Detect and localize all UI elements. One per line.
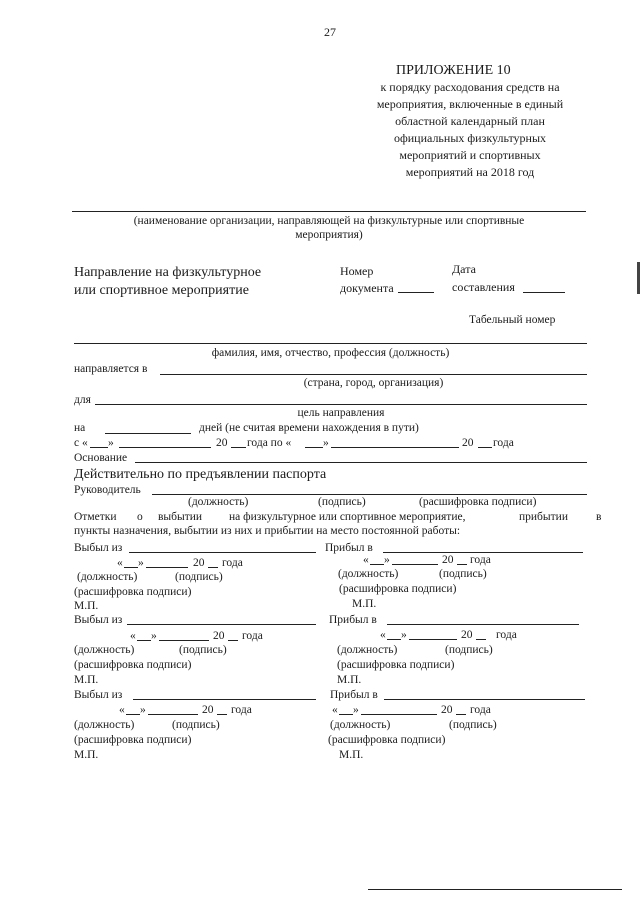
basis-label: Основание — [74, 452, 128, 464]
arrived-field[interactable] — [387, 624, 579, 625]
basis-field[interactable] — [135, 462, 587, 463]
date-mid: » — [384, 554, 390, 566]
date-month-field[interactable] — [146, 567, 188, 568]
date-mid: » — [401, 629, 407, 641]
stamp-label: М.П. — [74, 674, 99, 686]
date-year: 20 — [461, 629, 473, 641]
sig-decode-caption: (расшифровка подписи) — [74, 734, 192, 746]
year-end: года — [493, 437, 514, 449]
year-prefix: 20 — [216, 437, 228, 449]
head-decode-caption: (расшифровка подписи) — [419, 496, 537, 508]
date-month-field[interactable] — [409, 639, 457, 640]
sig-decode-caption: (расшифровка подписи) — [339, 583, 457, 595]
date-day-field[interactable] — [137, 640, 151, 641]
sig-decode-caption: (расшифровка подписи) — [328, 734, 446, 746]
date-word: года — [222, 557, 243, 569]
date-word: года — [231, 704, 252, 716]
date-year: 20 — [193, 557, 205, 569]
departed-label: Выбыл из — [74, 614, 123, 626]
days-field[interactable] — [105, 433, 191, 434]
passport-note: Действительно по предъявлении паспорта — [74, 467, 327, 482]
page-number: 27 — [324, 25, 336, 39]
head-position-caption: (должность) — [188, 496, 249, 508]
arrived-label: Прибыл в — [325, 542, 373, 554]
on-label: на — [74, 422, 86, 434]
doc-date-label: составления — [452, 280, 515, 294]
date-mid: » — [151, 630, 157, 642]
quote-close: » — [323, 437, 329, 449]
marks-text: о — [137, 511, 143, 523]
signature-caption: (подпись) — [449, 719, 497, 731]
from-day-field[interactable] — [90, 447, 108, 448]
date-year: 20 — [213, 630, 225, 642]
purpose-caption: цель направления — [297, 407, 385, 419]
year-prefix: 20 — [462, 437, 474, 449]
sig-decode-caption: (расшифровка подписи) — [74, 659, 192, 671]
doc-date-label: Дата — [452, 262, 476, 276]
marks-text: прибытии — [519, 511, 568, 523]
date-year: 20 — [442, 554, 454, 566]
date-mid: » — [140, 704, 146, 716]
date-month-field[interactable] — [159, 640, 209, 641]
stamp-label: М.П. — [352, 598, 377, 610]
date-open: « — [332, 704, 338, 716]
stamp-label: М.П. — [74, 600, 99, 612]
sig-decode-caption: (расшифровка подписи) — [74, 586, 192, 598]
marks-text: в — [596, 511, 602, 523]
fio-caption: фамилия, имя, отчество, профессия (должность) — [211, 347, 450, 359]
date-day-field[interactable] — [124, 567, 138, 568]
position-caption: (должность) — [337, 644, 398, 656]
org-name-line[interactable] — [72, 211, 586, 212]
date-month-field[interactable] — [392, 564, 438, 565]
date-year-field[interactable] — [476, 639, 486, 640]
stamp-label: М.П. — [337, 674, 362, 686]
date-mid: » — [138, 557, 144, 569]
signature-caption: (подпись) — [172, 719, 220, 731]
signature-caption: (подпись) — [179, 644, 227, 656]
days-caption: дней (не считая времени нахождения в пути) — [199, 422, 419, 434]
org-caption: мероприятия) — [295, 229, 363, 241]
marks-text: выбытии — [158, 511, 203, 523]
departed-field[interactable] — [133, 699, 316, 700]
date-month-field[interactable] — [361, 714, 437, 715]
date-year: 20 — [441, 704, 453, 716]
date-word: года — [470, 704, 491, 716]
arrived-label: Прибыл в — [330, 689, 378, 701]
signature-caption: (подпись) — [445, 644, 493, 656]
departed-label: Выбыл из — [74, 689, 123, 701]
to-year-field[interactable] — [478, 447, 492, 448]
for-field[interactable] — [95, 404, 587, 405]
date-word: года — [470, 554, 491, 566]
appendix-line: мероприятий на 2018 год — [405, 165, 535, 179]
doc-number-label: документа — [340, 281, 394, 295]
footer-rule — [368, 889, 622, 890]
appendix-line: к порядку расходования средств на — [380, 80, 560, 94]
appendix-line: официальных физкультурных — [393, 131, 547, 145]
doc-title: Направление на физкультурное — [74, 265, 262, 280]
arrived-field[interactable] — [384, 699, 585, 700]
appendix-line: мероприятий и спортивных — [399, 148, 541, 162]
position-caption: (должность) — [330, 719, 391, 731]
date-open: « — [119, 704, 125, 716]
marks-text-2: пункты назначения, выбытии из них и прибытии на место постоянной работы: — [74, 525, 461, 537]
date-year-field[interactable] — [208, 567, 218, 568]
departed-label: Выбыл из — [74, 542, 123, 554]
fio-field[interactable] — [74, 343, 587, 344]
year-word: года по « — [247, 437, 292, 449]
sent-to-field[interactable] — [160, 374, 587, 375]
place-caption: (страна, город, организация) — [303, 377, 444, 389]
date-day-field[interactable] — [126, 714, 140, 715]
quote-close: » — [108, 437, 114, 449]
date-day-field[interactable] — [370, 564, 384, 565]
from-year-field[interactable] — [231, 447, 246, 448]
date-day-field[interactable] — [387, 639, 401, 640]
from-month-field[interactable] — [119, 447, 211, 448]
for-label: для — [74, 394, 91, 406]
date-mid: » — [353, 704, 359, 716]
date-open: « — [117, 557, 123, 569]
position-caption: (должность) — [74, 644, 135, 656]
appendix-line: мероприятия, включенные в единый — [376, 97, 564, 111]
from-label: с « — [74, 437, 88, 449]
tab-number-label: Табельный номер — [469, 314, 556, 326]
position-caption: (должность) — [77, 571, 138, 583]
date-year-field[interactable] — [457, 564, 467, 565]
date-open: « — [130, 630, 136, 642]
appendix-line: областной календарный план — [395, 114, 545, 128]
doc-number-label: Номер — [340, 264, 374, 278]
date-word: года — [496, 629, 517, 641]
to-day-field[interactable] — [305, 447, 323, 448]
date-year-field[interactable] — [228, 640, 238, 641]
stamp-label: М.П. — [74, 749, 99, 761]
date-year: 20 — [202, 704, 214, 716]
date-month-field[interactable] — [148, 714, 198, 715]
position-caption: (должность) — [74, 719, 135, 731]
doc-number-field[interactable] — [398, 292, 434, 293]
departed-field[interactable] — [129, 552, 316, 553]
position-caption: (должность) — [338, 568, 399, 580]
date-open: « — [363, 554, 369, 566]
date-open: « — [380, 629, 386, 641]
signature-caption: (подпись) — [439, 568, 487, 580]
org-caption: (наименование организации, направляющей на физкультурные или спортивные — [133, 215, 525, 227]
date-day-field[interactable] — [339, 714, 353, 715]
signature-caption: (подпись) — [175, 571, 223, 583]
marks-text: на физкультурное или спортивное мероприятие, — [229, 511, 466, 523]
head-signature-caption: (подпись) — [318, 496, 366, 508]
stamp-label: М.П. — [339, 749, 364, 761]
doc-title: или спортивное мероприятие — [74, 283, 249, 298]
departed-field[interactable] — [127, 624, 316, 625]
doc-date-field[interactable] — [523, 292, 565, 293]
date-year-field[interactable] — [456, 714, 466, 715]
to-month-field[interactable] — [331, 447, 459, 448]
sent-to-label: направляется в — [74, 363, 148, 375]
date-word: года — [242, 630, 263, 642]
date-year-field[interactable] — [217, 714, 227, 715]
arrived-label: Прибыл в — [329, 614, 377, 626]
appendix-title: ПРИЛОЖЕНИЕ 10 — [396, 63, 511, 78]
sig-decode-caption: (расшифровка подписи) — [337, 659, 455, 671]
head-label: Руководитель — [74, 484, 141, 496]
marks-text: Отметки — [74, 511, 117, 523]
